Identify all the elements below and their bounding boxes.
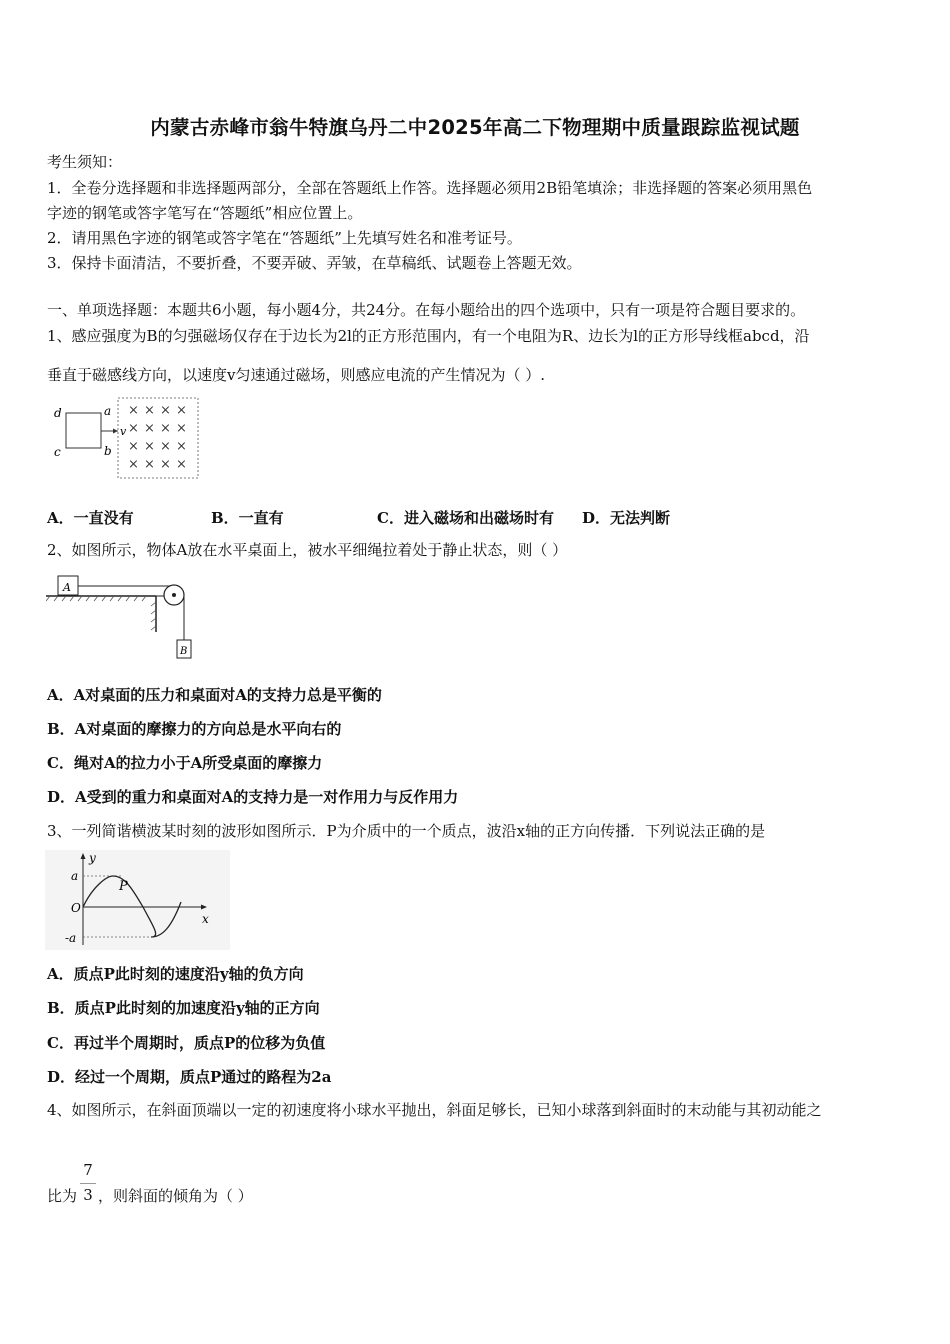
- q2-option-b[interactable]: B．A对桌面的摩擦力的方向总是水平向右的: [47, 720, 342, 738]
- notice-item: 字迹的钢笔或答字笔写在“答题纸”相应位置上。: [47, 204, 363, 222]
- notice-item: 1．全卷分选择题和非选择题两部分，全部在答题纸上作答。选择题必须用2B铅笔填涂；非选择题的答案必须用黑色: [47, 179, 813, 197]
- notice-heading: 考生须知：: [47, 153, 123, 171]
- field-mark: ×: [160, 403, 171, 418]
- label-c: c: [54, 445, 61, 459]
- label-b: B: [180, 646, 188, 657]
- q3-option-c[interactable]: C．再过半个周期时，质点P的位移为负值: [47, 1034, 326, 1052]
- field-mark: ×: [128, 439, 139, 454]
- q4-suffix: ，则斜面的倾角为（ ）: [98, 1187, 253, 1205]
- fraction-bar: [80, 1183, 96, 1184]
- label-d: d: [54, 406, 62, 420]
- field-mark: ×: [144, 439, 155, 454]
- field-mark: ×: [176, 403, 187, 418]
- q1-option-c[interactable]: C．进入磁场和出磁场时有: [377, 509, 554, 527]
- field-mark: ×: [160, 439, 171, 454]
- q1-stem-line1: 1、感应强度为B的匀强磁场仅存在于边长为2l的正方形范围内，有一个电阻为R、边长为l的正方形导线框abcd，沿: [47, 327, 810, 345]
- q4-prefix: 比为: [47, 1187, 78, 1205]
- field-mark: ×: [128, 421, 139, 436]
- q3-option-b[interactable]: B．质点P此时刻的加速度沿y轴的正方向: [47, 999, 320, 1017]
- field-mark: ×: [160, 421, 171, 436]
- q2-stem: 2、如图所示，物体A放在水平桌面上，被水平细绳拉着处于静止状态，则（ ）: [47, 541, 568, 559]
- field-mark: ×: [144, 421, 155, 436]
- label-v: v: [120, 425, 127, 438]
- field-mark: ×: [160, 457, 171, 472]
- field-mark: ×: [128, 457, 139, 472]
- label-o: O: [71, 901, 81, 915]
- q1-stem-line2: 垂直于磁感线方向，以速度v匀速通过磁场，则感应电流的产生情况为（ ）.: [47, 366, 546, 384]
- wire-frame: [66, 413, 101, 448]
- label-x: x: [202, 912, 209, 926]
- fraction-denominator: 3: [83, 1186, 93, 1204]
- pulley-axle: [172, 593, 176, 597]
- q1-option-d[interactable]: D．无法判断: [582, 509, 671, 527]
- q3-option-d[interactable]: D．经过一个周期，质点P通过的路程为2a: [47, 1068, 332, 1086]
- label-b: b: [104, 444, 112, 458]
- section-heading: 一、单项选择题：本题共6小题，每小题4分，共24分。在每小题给出的四个选项中，只有一项是符合题目要求的。: [47, 301, 806, 319]
- q2-option-c[interactable]: C．绳对A的拉力小于A所受桌面的摩擦力: [47, 754, 323, 772]
- q1-option-a[interactable]: A．一直没有: [47, 509, 134, 527]
- label-y: y: [89, 851, 96, 865]
- q4-stem-line1: 4、如图所示，在斜面顶端以一定的初速度将小球水平抛出，斜面足够长，已知小球落到斜面时的末动能与其初动能之: [47, 1101, 822, 1119]
- field-mark: ×: [144, 403, 155, 418]
- q3-option-a[interactable]: A．质点P此时刻的速度沿y轴的负方向: [47, 965, 304, 983]
- field-mark: ×: [144, 457, 155, 472]
- field-mark: ×: [176, 457, 187, 472]
- velocity-arrowhead: [113, 429, 118, 434]
- q1-figure: [48, 393, 208, 485]
- q2-figure: [46, 570, 196, 662]
- label-a: a: [71, 869, 79, 883]
- notice-item: 3．保持卡面清洁，不要折叠，不要弄破、弄皱，在草稿纸、试题卷上答题无效。: [47, 254, 582, 272]
- q2-option-d[interactable]: D．A受到的重力和桌面对A的支持力是一对作用力与反作用力: [47, 788, 459, 806]
- label-a: A: [63, 581, 71, 594]
- q3-figure: [45, 850, 230, 950]
- fraction-numerator: 7: [83, 1161, 93, 1179]
- label-p: P: [119, 879, 128, 894]
- page-title: 内蒙古赤峰市翁牛特旗乌丹二中2025年高二下物理期中质量跟踪监视试题: [150, 116, 800, 139]
- notice-item: 2．请用黑色字迹的钢笔或答字笔在“答题纸”上先填写姓名和准考证号。: [47, 229, 522, 247]
- q3-stem: 3、一列简谐横波某时刻的波形如图所示．P为介质中的一个质点，波沿x轴的正方向传播．下列说法正确的是: [47, 822, 766, 840]
- q2-option-a[interactable]: A．A对桌面的压力和桌面对A的支持力总是平衡的: [47, 686, 382, 704]
- field-mark: ×: [176, 421, 187, 436]
- q1-option-b[interactable]: B．一直有: [211, 509, 284, 527]
- label-a: a: [104, 404, 112, 418]
- label-neg-a: -a: [65, 931, 77, 945]
- field-mark: ×: [128, 403, 139, 418]
- field-mark: ×: [176, 439, 187, 454]
